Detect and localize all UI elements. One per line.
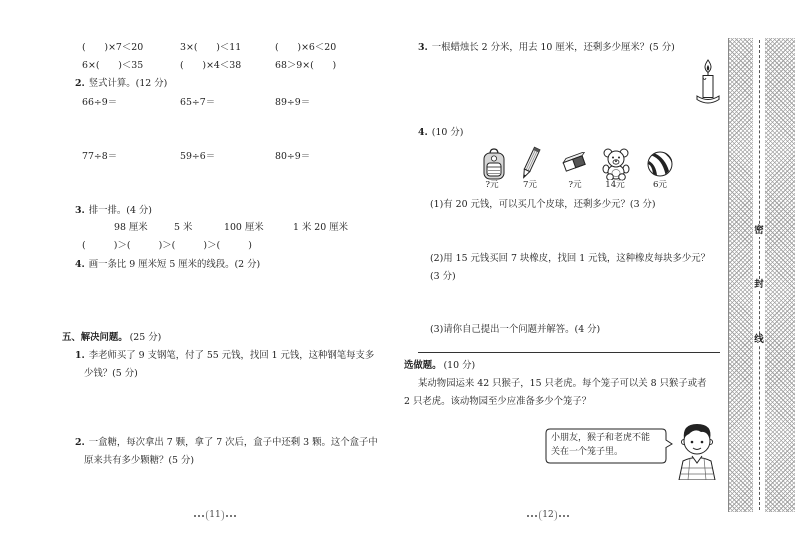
speech-bubble-line-2: 关在一个笼子里。 bbox=[551, 447, 624, 457]
question-number: 1. bbox=[75, 350, 85, 361]
teddy-bear-icon bbox=[601, 148, 631, 180]
backpack-icon bbox=[481, 148, 507, 180]
price-pencil: 7元 bbox=[522, 180, 538, 190]
candle-icon bbox=[694, 58, 722, 106]
division-6: 80÷9＝ bbox=[275, 151, 311, 162]
problem-2-line-2: 原来共有多少颗糖？(5 分) bbox=[84, 455, 195, 466]
inequality-3: ( )×6＜20 bbox=[275, 42, 337, 53]
question-text: 画一条比 9 厘米短 5 厘米的线段。(2 分) bbox=[88, 259, 261, 270]
inequality-4: 6×( )＜35 bbox=[82, 60, 144, 71]
question-number: 4. bbox=[418, 127, 428, 138]
divider bbox=[418, 352, 720, 353]
division-4: 77÷8＝ bbox=[82, 151, 118, 162]
sub-question-3: (3)请你自己提出一个问题并解答。(4 分) bbox=[430, 324, 601, 335]
division-1: 66÷9＝ bbox=[82, 97, 118, 108]
question-text: 李老师买了 9 支钢笔，付了 55 元钱，找回 1 元钱，这种钢笔每支多 bbox=[88, 350, 375, 361]
optional-question-line-1: 某动物园运来 42 只猴子，15 只老虎。每个笼子可以关 8 只猴子或者 bbox=[418, 378, 707, 389]
page-number-ornament bbox=[559, 515, 569, 517]
binding-cut-line bbox=[759, 40, 760, 510]
problem-1-line-2: 少钱？(5 分) bbox=[84, 368, 138, 379]
section-5-title bbox=[62, 332, 161, 344]
ordering-blanks: ( )＞( )＞( )＞( ) bbox=[82, 240, 252, 251]
inequality-1: ( )×7＜20 bbox=[82, 42, 144, 53]
section-points: (10 分) bbox=[443, 360, 476, 371]
page-number-value: 11 bbox=[206, 510, 223, 521]
section-heading: 五、解决问题。 bbox=[62, 332, 128, 343]
binding-label-mi: 密 bbox=[754, 225, 764, 236]
section-heading: 选做题。 bbox=[404, 360, 442, 371]
inequality-2: 3×( )＜11 bbox=[180, 42, 242, 53]
question-3-title bbox=[75, 205, 152, 217]
question-4-title bbox=[418, 127, 463, 139]
question-number: 3. bbox=[418, 42, 428, 53]
question-number: 4. bbox=[75, 259, 85, 270]
eraser-icon bbox=[561, 152, 587, 174]
pencil-icon bbox=[517, 146, 543, 182]
sub-question-2-line-2: (3 分) bbox=[430, 271, 456, 282]
price-backpack: ?元 bbox=[485, 180, 499, 190]
question-2-title bbox=[75, 78, 167, 90]
price-eraser: ?元 bbox=[568, 180, 582, 190]
page-number-ornament bbox=[194, 515, 204, 517]
length-item-1: 98 厘米 bbox=[114, 222, 148, 233]
optional-question-title bbox=[404, 360, 475, 372]
question-text: (10 分) bbox=[431, 127, 464, 138]
problem-1-line-1 bbox=[75, 350, 374, 362]
optional-question-line-2: 2 只老虎。该动物园至少应准备多少个笼子？ bbox=[404, 396, 592, 407]
speech-bubble-line-1: 小朋友，猴子和老虎不能 bbox=[551, 433, 651, 443]
binding-label-xian: 线 bbox=[754, 334, 764, 345]
question-number: 3. bbox=[75, 205, 85, 216]
price-ball: 6元 bbox=[652, 180, 668, 190]
page-number-value: 12 bbox=[539, 510, 556, 521]
question-4-title bbox=[75, 259, 260, 271]
problem-2-line-1 bbox=[75, 437, 378, 449]
price-teddy-bear: 14元 bbox=[605, 180, 625, 190]
length-item-2: 5 米 bbox=[174, 222, 193, 233]
page-number-12 bbox=[523, 510, 573, 521]
question-text: 排一排。(4 分) bbox=[88, 205, 152, 216]
page-number-ornament bbox=[527, 515, 537, 517]
sub-question-2-line-1: (2)用 15 元钱买回 7 块橡皮，找回 1 元钱，这种橡皮每块多少元？ bbox=[430, 253, 711, 264]
division-3: 89÷9＝ bbox=[275, 97, 311, 108]
length-item-3: 100 厘米 bbox=[224, 222, 264, 233]
ball-icon bbox=[646, 149, 674, 179]
question-number: 2. bbox=[75, 437, 85, 448]
inequality-5: ( )×4＜38 bbox=[180, 60, 242, 71]
question-text: 一盒糖，每次拿出 7 颗，拿了 7 次后，盒子中还剩 3 颗。这个盒子中 bbox=[88, 437, 378, 448]
question-number: 2. bbox=[75, 78, 85, 89]
section-points: (25 分) bbox=[129, 332, 162, 343]
length-item-4: 1 米 20 厘米 bbox=[293, 222, 348, 233]
division-2: 65÷7＝ bbox=[180, 97, 216, 108]
inequality-6: 68＞9×( ) bbox=[275, 60, 337, 71]
boy-icon bbox=[670, 416, 724, 480]
question-text: 一根蜡烛长 2 分米，用去 10 厘米，还剩多少厘米？(5 分) bbox=[431, 42, 675, 53]
binding-label-feng: 封 bbox=[754, 279, 764, 290]
division-5: 59÷6＝ bbox=[180, 151, 216, 162]
sub-question-1: (1)有 20 元钱，可以买几个皮球，还剩多少元？(3 分) bbox=[430, 199, 656, 210]
question-text: 竖式计算。(12 分) bbox=[88, 78, 168, 89]
page-number-11 bbox=[190, 510, 240, 521]
page-number-ornament bbox=[226, 515, 236, 517]
question-3-candle bbox=[418, 42, 675, 54]
